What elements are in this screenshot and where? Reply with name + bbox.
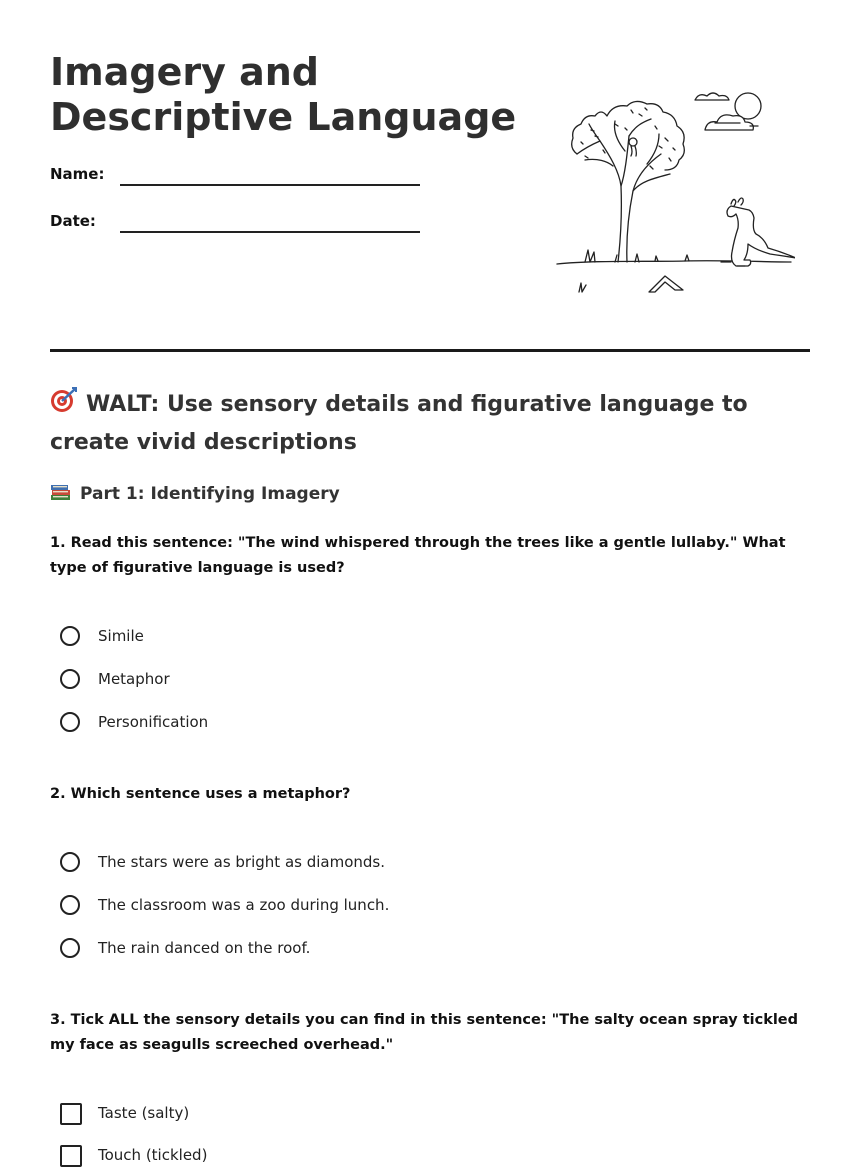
option-label: Personification [98,713,209,731]
kangaroo-icon [721,198,795,266]
date-field [50,210,420,234]
worksheet-title: Imagery and Descriptive Language [50,50,517,139]
radio-button[interactable] [60,938,80,958]
name-label: Name: [50,165,105,183]
gum-tree-icon [572,101,685,262]
radio-button[interactable] [60,895,80,915]
question-3-text: 3. Tick ALL the sensory details you can find in this sentence: "The salty ocean spray tickled my face as seagulls screeched overhead." [50,1012,799,1053]
checkbox[interactable] [60,1103,82,1125]
question-2-text: 2. Which sentence uses a metaphor? [50,786,351,802]
boomerang-icon [649,276,683,292]
question-1-option[interactable] [60,712,620,738]
name-field [50,163,420,187]
option-label: The classroom was a zoo during lunch. [98,896,390,914]
name-input-line[interactable] [120,184,420,186]
option-label: Metaphor [98,670,170,688]
option-label: The stars were as bright as diamonds. [98,853,385,871]
radio-button[interactable] [60,626,80,646]
question-3-option[interactable] [60,1103,620,1129]
question-2-option[interactable] [60,852,620,878]
option-label: Simile [98,627,144,645]
books-icon [50,482,72,502]
question-1-option[interactable] [60,626,620,652]
sun-cloud-icon [695,93,761,130]
question-3-option[interactable] [60,1145,620,1171]
ground-line [557,261,791,264]
radio-button[interactable] [60,852,80,872]
question-2-option[interactable] [60,895,620,921]
radio-button[interactable] [60,712,80,732]
radio-button[interactable] [60,669,80,689]
question-1-text: 1. Read this sentence: "The wind whispered through the trees like a gentle lullaby." What type of figurative language is used? [50,535,786,576]
option-label: The rain danced on the roof. [98,939,311,957]
option-label: Touch (tickled) [98,1146,208,1164]
outback-illustration [555,86,795,302]
walt-text: WALT: Use sensory details and figurative language to create vivid descriptions [50,392,748,455]
question-2-option[interactable] [60,938,620,964]
question-1-option[interactable] [60,669,620,695]
date-label: Date: [50,212,96,230]
section-divider [50,349,810,352]
date-input-line[interactable] [120,231,420,233]
part-1-heading [50,482,340,504]
checkbox[interactable] [60,1145,82,1167]
part-1-title: Part 1: Identifying Imagery [80,484,340,504]
walt-heading [50,386,810,462]
option-label: Taste (salty) [98,1104,190,1122]
target-dart-icon [50,386,78,414]
